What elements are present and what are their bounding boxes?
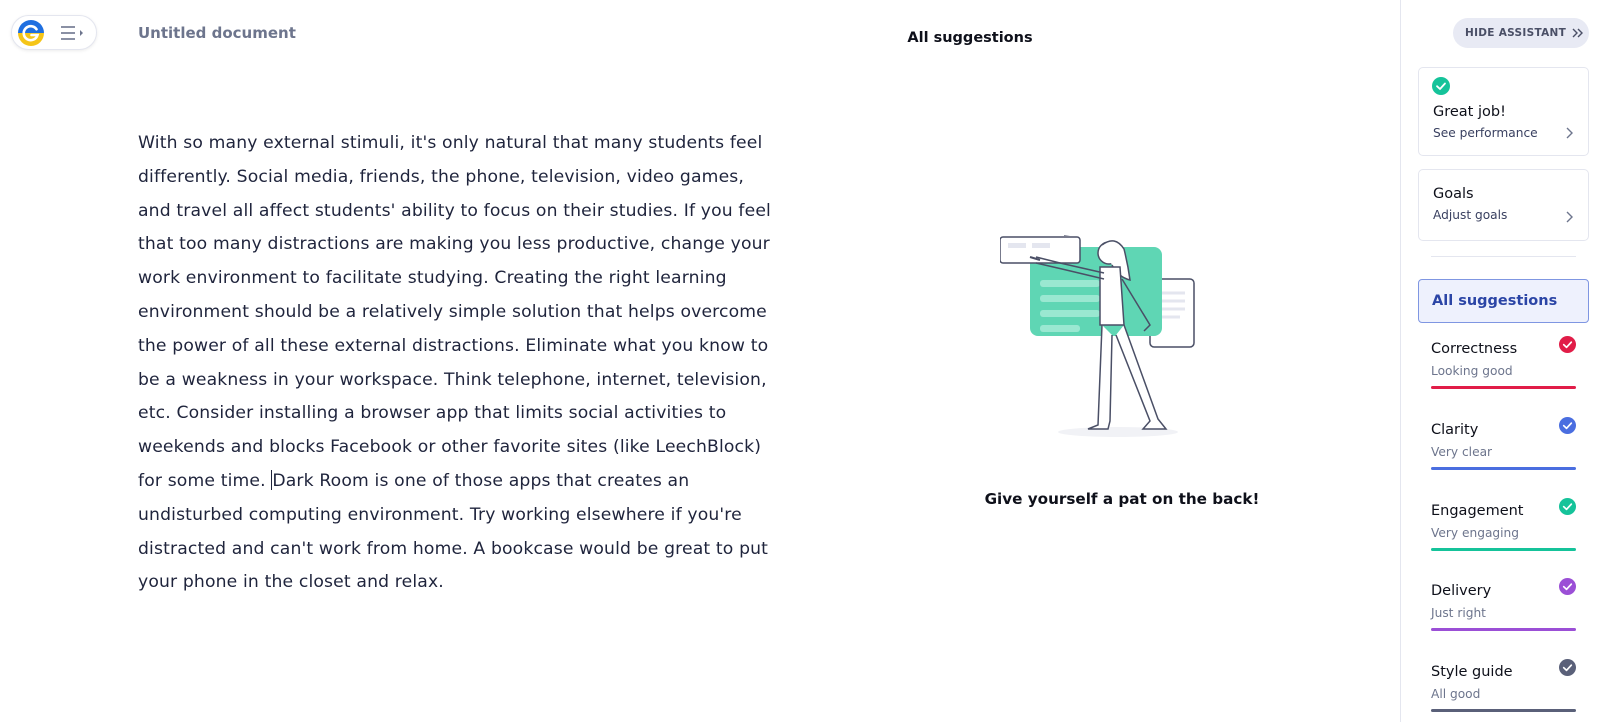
app-logo-menu xyxy=(11,15,97,50)
goals-card[interactable] xyxy=(1418,169,1589,241)
category-status: All good xyxy=(1431,687,1481,701)
category-name: Style guide xyxy=(1431,664,1513,680)
hide-assistant-label: HIDE ASSISTANT xyxy=(1465,27,1567,39)
category-delivery[interactable] xyxy=(1431,583,1576,643)
category-style-guide[interactable] xyxy=(1431,664,1576,722)
hide-assistant-button[interactable] xyxy=(1453,18,1589,48)
performance-title: Great job! xyxy=(1433,104,1506,120)
category-correctness[interactable] xyxy=(1431,341,1576,401)
category-bar xyxy=(1431,628,1576,631)
check-circle-icon xyxy=(1432,77,1450,95)
category-status: Very engaging xyxy=(1431,526,1519,540)
category-status: Very clear xyxy=(1431,445,1493,459)
category-bar xyxy=(1431,548,1576,551)
grammarly-logo-icon[interactable] xyxy=(18,20,44,46)
category-status: Just right xyxy=(1431,606,1486,620)
category-bar xyxy=(1431,467,1576,470)
category-name: Delivery xyxy=(1431,583,1492,599)
check-circle-icon xyxy=(1559,498,1576,515)
all-suggestions-tab[interactable]: All suggestions xyxy=(1418,279,1589,323)
congrats-message: Give yourself a pat on the back! xyxy=(984,490,1260,508)
category-name: Clarity xyxy=(1431,422,1479,438)
category-status: Looking good xyxy=(1431,364,1513,378)
document-editor[interactable] xyxy=(138,127,778,600)
check-circle-icon xyxy=(1559,336,1576,353)
menu-icon[interactable] xyxy=(59,23,87,43)
document-title[interactable]: Untitled document xyxy=(138,24,296,42)
document-text-part-2: Dark Room is one of those apps that creates an undisturbed computing environment. Try working elsewhere if you're distracted and can't work from home. A bookcase would be great to put your phone in the closet and relax. xyxy=(138,470,769,593)
check-circle-icon xyxy=(1559,578,1576,595)
divider xyxy=(1431,256,1576,257)
performance-subtitle: See performance xyxy=(1433,126,1538,140)
check-circle-icon xyxy=(1559,659,1576,676)
category-name: Correctness xyxy=(1431,341,1518,357)
person-presenting-illustration xyxy=(1000,235,1215,445)
category-clarity[interactable] xyxy=(1431,422,1576,482)
assistant-sidebar xyxy=(1400,0,1600,722)
document-text-part-1: With so many external stimuli, it's only natural that many students feel differently. Social media, friends, the phone, television, video games, and travel all affect students' ability to focus on their studies. If you feel that too many distractions are making you less productive, change your work environment to facilitate studying. Creating the right learning environment should be a relatively simple solution that helps overcome the power of all these external distractions. Eliminate what you know to be a weakness in your workspace. Think telephone, internet, television, etc. Consider installing a browser app that limits social activities to weekends and blocks Facebook or other favorite sites (like LeechBlock) for some time. xyxy=(138,133,771,491)
performance-card[interactable] xyxy=(1418,67,1589,156)
category-name: Engagement xyxy=(1431,503,1524,519)
suggestions-heading: All suggestions xyxy=(907,30,1033,46)
goals-subtitle: Adjust goals xyxy=(1433,208,1508,222)
chevron-right-icon xyxy=(1566,127,1574,139)
category-bar xyxy=(1431,709,1576,712)
check-circle-icon xyxy=(1559,417,1576,434)
category-bar xyxy=(1431,386,1576,389)
double-chevron-right-icon xyxy=(1572,28,1584,38)
category-engagement[interactable] xyxy=(1431,503,1576,563)
chevron-right-icon xyxy=(1566,211,1574,223)
goals-title: Goals xyxy=(1433,186,1474,202)
